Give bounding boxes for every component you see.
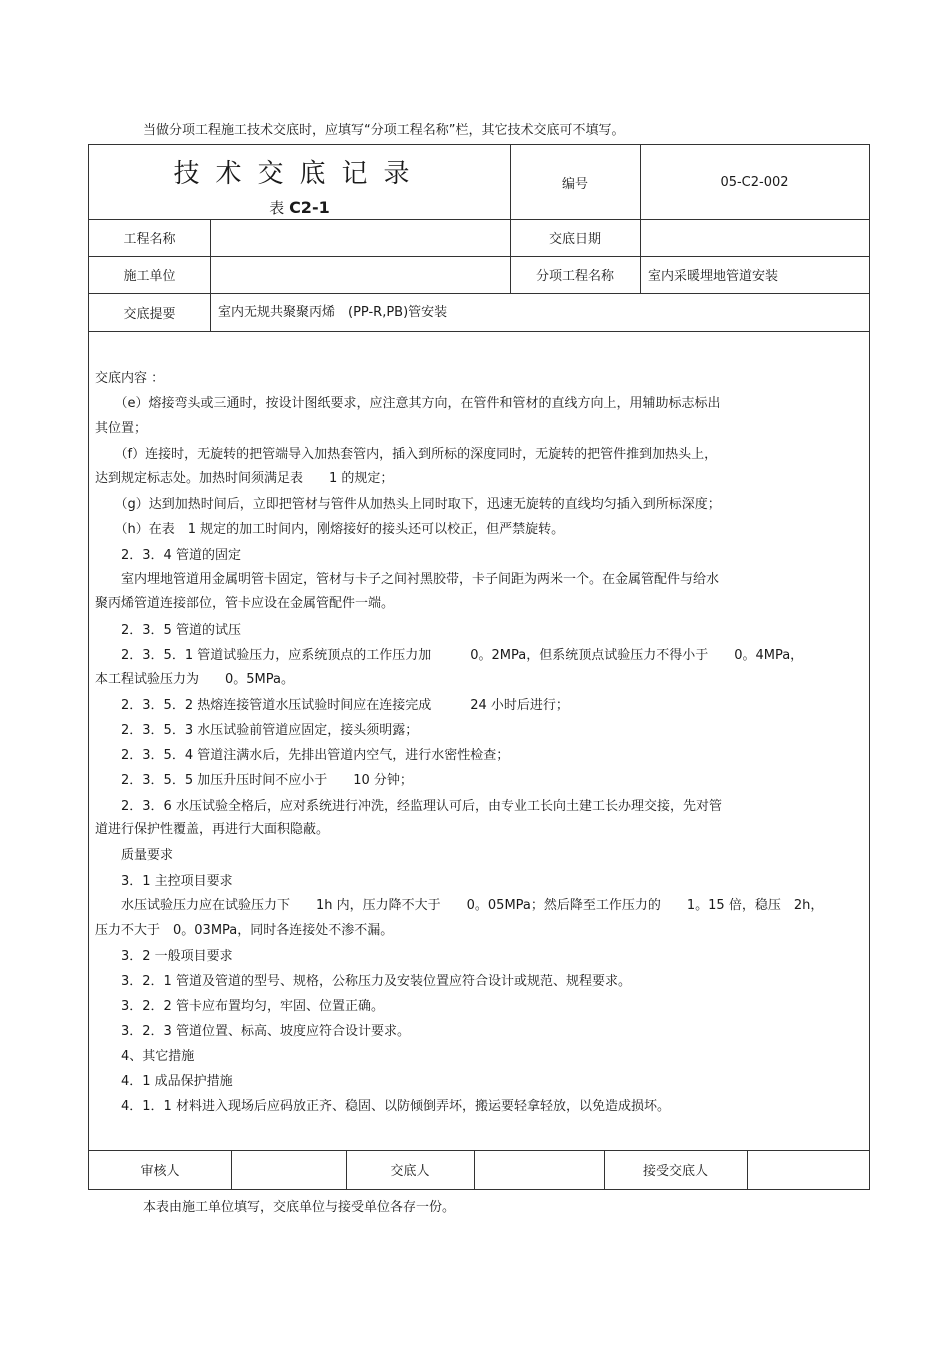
bottom-note: 本表由施工单位填写，交底单位与接受单位各存一份。 (143, 1200, 456, 1215)
content-line: 3．2．2 管卡应布置均匀，牢固、位置正确。 (95, 999, 384, 1014)
receiver-field[interactable] (747, 1150, 869, 1189)
form-code-value: C2-1 (289, 198, 330, 217)
content-line: （h）在表 1 规定的加工时间内，刚熔接好的接头还可以校正，但严禁旋转。 (95, 522, 565, 537)
content-line: 道进行保护性覆盖，再进行大面积隐蔽。 (95, 822, 330, 837)
content-line: （g）达到加热时间后，立即把管材与管件从加热头上同时取下，迅速无旋转的直线均匀插入到所标深度； (95, 497, 721, 512)
number-value: 05-C2-002 (720, 174, 789, 190)
disclosure-form (88, 144, 870, 1190)
contractor-field[interactable] (210, 256, 510, 293)
content-line: 2．3．5．5 加压升压时间不应小于 10 分钟； (95, 773, 413, 788)
content-line: 4．1．1 材料进入现场后应码放正齐、稳固、以防倾倒弄坏，搬运要轻拿轻放，以免造成损坏。 (95, 1099, 670, 1114)
content-line: 2．3．5．3 水压试验前管道应固定，接头须明露； (95, 723, 419, 738)
form-code (89, 197, 510, 218)
content-line: 本工程试验压力为 0。5MPa。 (95, 672, 294, 687)
content-line: 质量要求 (95, 848, 174, 863)
content-line: 2．3．5．4 管道注满水后，先排出管道内空气，进行水密性检查； (95, 748, 510, 763)
content-line: 室内埋地管道用金属明管卡固定，管材与卡子之间衬黑胶带，卡子间距为两米一个。在金属管配件与给水 (95, 572, 720, 587)
content-line: 4．1 成品保护措施 (95, 1074, 233, 1089)
date-label: 交底日期 (548, 232, 601, 247)
reviewer-field[interactable] (231, 1150, 346, 1189)
content-line: 3．2．3 管道位置、标高、坡度应符合设计要求。 (95, 1024, 410, 1039)
content-line: 2．3．6 水压试验全格后，应对系统进行冲洗，经监理认可后，由专业工长向土建工长办理交接，先对管 (95, 799, 722, 814)
content-line: 其位置； (95, 421, 148, 436)
form-title: 技术交底记录 (173, 159, 426, 189)
discloser-field[interactable] (474, 1150, 604, 1189)
content-line: 2．3．5 管道的试压 (95, 623, 241, 638)
discloser-label: 交底人 (390, 1164, 430, 1179)
content-line: 3．1 主控项目要求 (95, 874, 233, 889)
content-line: 2．3．5．1 管道试验压力，应系统顶点的工作压力加 0。2MPa，但系统顶点试验压力不得小于 0。4MPa， (95, 648, 804, 663)
content-line: 3．2 一般项目要求 (95, 949, 233, 964)
subitem-field[interactable]: 室内采暖埋地管道安装 (648, 269, 779, 284)
form-code-prefix: 表 (269, 199, 285, 217)
project-name-label: 工程名称 (123, 232, 176, 247)
subitem-label: 分项工程名称 (535, 269, 614, 284)
reviewer-label: 审核人 (140, 1164, 180, 1179)
contractor-label: 施工单位 (123, 269, 176, 284)
content-line: 达到规定标志处。加热时间须满足表 1 的规定； (95, 471, 394, 486)
receiver-label: 接受交底人 (642, 1164, 708, 1179)
date-field[interactable] (640, 219, 869, 256)
top-note: 当做分项工程施工技术交底时，应填写“分项工程名称”栏，其它技术交底可不填写。 (143, 123, 625, 138)
content-line: 水压试验压力应在试验压力下 1h 内，压力降不大于 0。05MPa；然后降至工作压力的 1。15 倍，稳压 2h， (95, 898, 824, 913)
content-line: 2．3．4 管道的固定 (95, 548, 241, 563)
summary-field[interactable]: 室内无规共聚聚丙烯 (PP-R,PB)管安装 (218, 304, 448, 320)
content-line: 2．3．5．2 热熔连接管道水压试验时间应在连接完成 24 小时后进行； (95, 698, 569, 713)
content-line: 压力不大于 0。03MPa，同时各连接处不渗不漏。 (95, 923, 394, 938)
project-name-field[interactable] (210, 219, 510, 256)
number-label: 编号 (561, 176, 588, 192)
content-line: 4、其它措施 (95, 1049, 195, 1064)
summary-label: 交底提要 (123, 306, 176, 322)
content-line: （f）连接时，无旋转的把管端导入加热套管内，插入到所标的深度同时，无旋转的把管件推到加热头上， (95, 447, 718, 462)
content-line: （e）熔接弯头或三通时，按设计图纸要求，应注意其方向，在管件和管材的直线方向上，用辅助标志标出 (95, 396, 721, 411)
content-line: 交底内容 ： (95, 371, 165, 386)
content-line: 聚丙烯管道连接部位，管卡应设在金属管配件一端。 (95, 596, 395, 611)
content-line: 3．2．1 管道及管道的型号、规格，公称压力及安装位置应符合设计或规范、规程要求。 (95, 974, 631, 989)
